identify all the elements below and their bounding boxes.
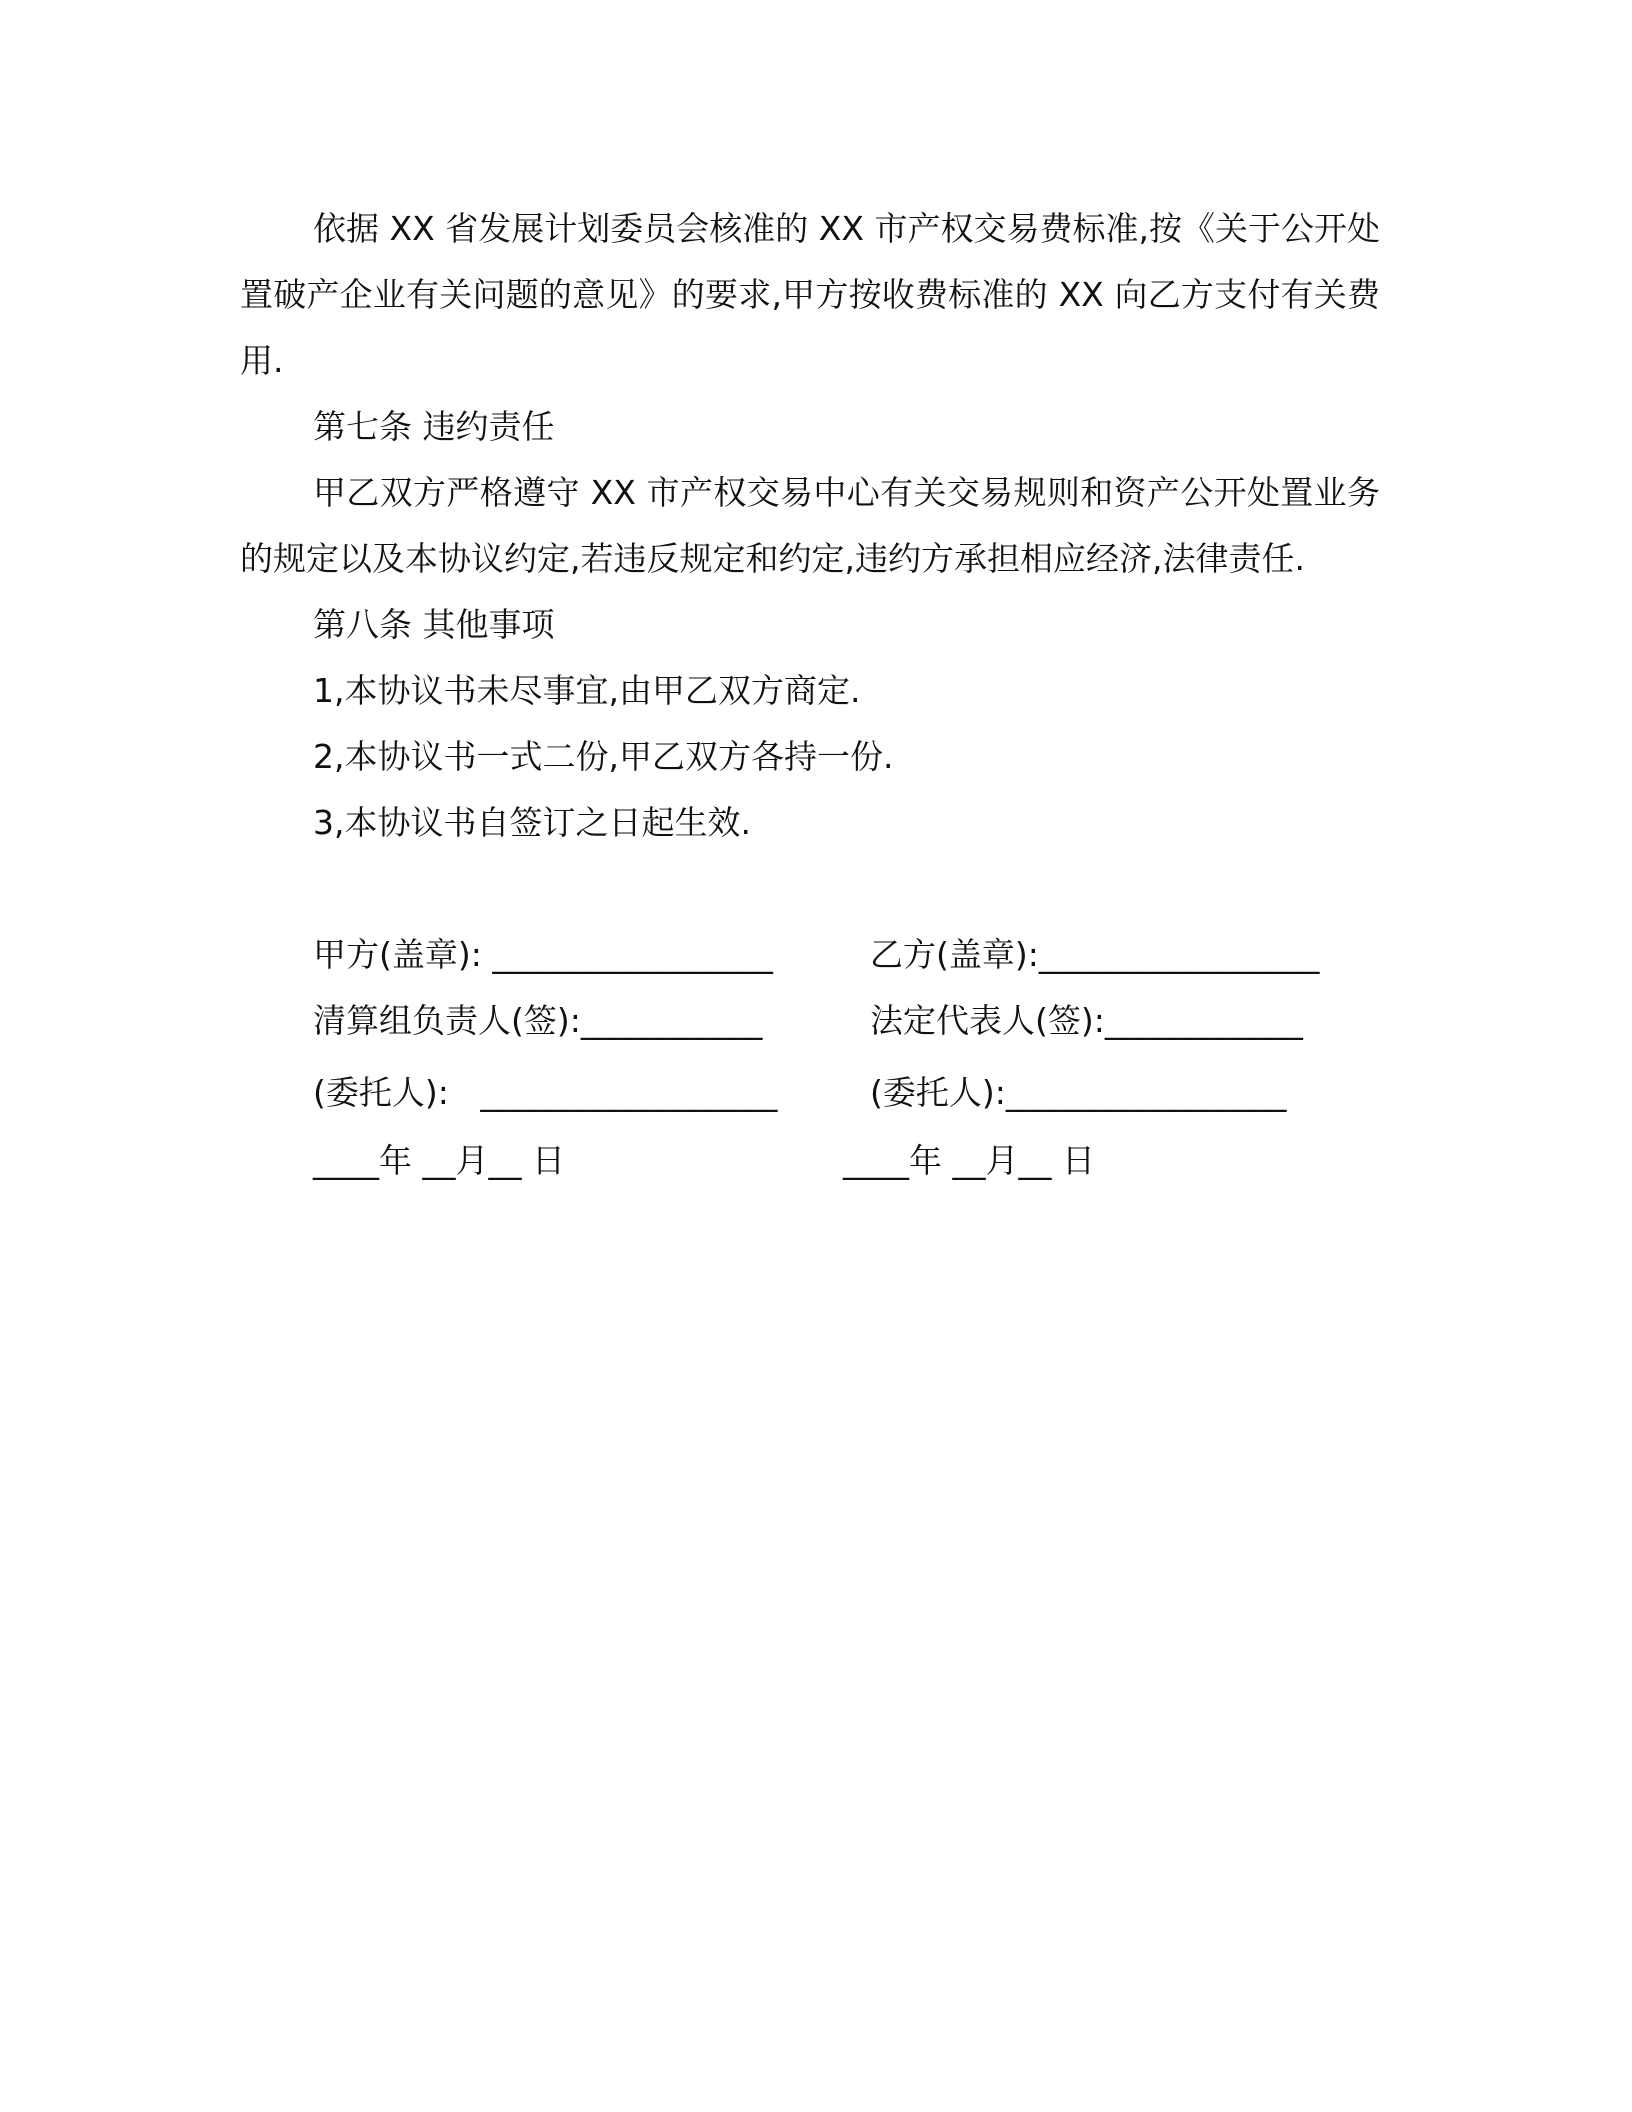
proxy-row — [313, 1054, 1393, 1128]
article8-heading: 第八条 其他事项 — [313, 605, 555, 644]
party-a-proxy-line: (委托人): __________________ — [313, 1073, 778, 1112]
agreement-body — [240, 196, 1380, 856]
fee-standard-paragraph: 依据 XX 省发展计划委员会核准的 XX 市产权交易费标准,按《关于公开处置破产企业有关问题的意见》的要求,甲方按收费标准的 XX 向乙方支付有关费用. — [240, 209, 1380, 380]
article7-heading: 第七条 违约责任 — [313, 407, 555, 446]
liquidation-head-signature-line: 清算组负责人(签):___________ — [313, 1001, 763, 1040]
legal-rep-signature-line: 法定代表人(签):____________ — [870, 1001, 1303, 1040]
party-a-date-line: ____年 __月__ 日 — [313, 1141, 565, 1180]
article8-item-1: 1,本协议书未尽事宜,由甲乙双方商定. — [313, 671, 861, 710]
party-b-proxy-line: (委托人):_________________ — [870, 1073, 1287, 1112]
party-b-date-line: ____年 __月__ 日 — [843, 1141, 1095, 1180]
signer-row — [313, 988, 1393, 1054]
party-b-seal-line: 乙方(盖章):_________________ — [870, 935, 1320, 974]
seal-row — [313, 922, 1393, 988]
article7-paragraph: 甲乙双方严格遵守 XX 市产权交易中心有关交易规则和资产公开处置业务的规定以及本协议约定,若违反规定和约定,违约方承担相应经济,法律责任. — [240, 473, 1380, 578]
signature-block — [313, 922, 1393, 1194]
article8-item-3: 3,本协议书自签订之日起生效. — [313, 803, 751, 842]
article8-item-2: 2,本协议书一式二份,甲乙双方各持一份. — [313, 737, 894, 776]
date-row — [313, 1128, 1393, 1194]
party-a-seal-line: 甲方(盖章): _________________ — [313, 935, 773, 974]
